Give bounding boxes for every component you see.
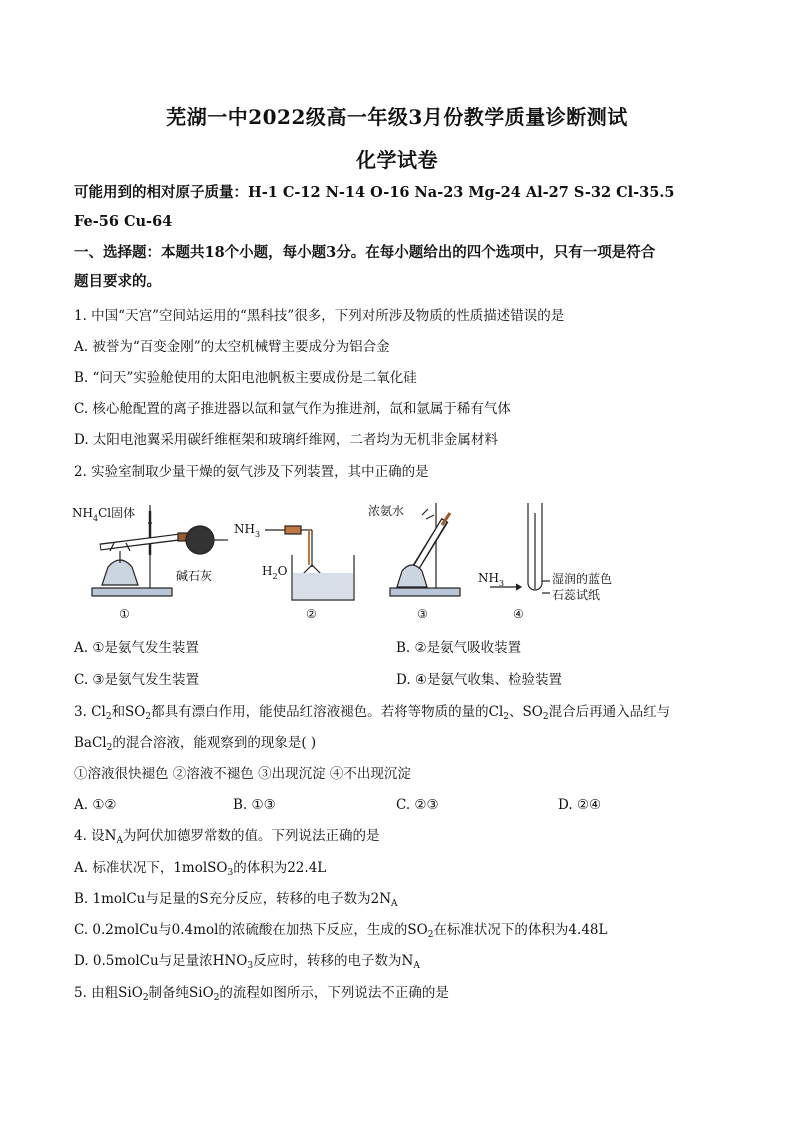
question-2-option-c: C. ③是氨气发生装置 [74,672,200,688]
question-1-option-b: B. “问天”实验舱使用的太阳电池帆板主要成份是二氧化硅 [74,370,417,386]
question-1-option-a: A. 被誉为“百变金刚”的太空机械臂主要成分为铝合金 [74,339,390,355]
fig-number-3: ③ [417,607,428,621]
fig-label-water: $H_2O$ [262,564,288,581]
question-1-stem: 1. 中国“天宫”空间站运用的“黑科技”很多，下列对所涉及物质的性质描述错误的是 [74,308,565,324]
fig-label-litmus-line1: 湿润的蓝色 [552,572,613,586]
section-heading-line2: 题目要求的。 [74,273,161,290]
fig-label-nh3-4: $NH_3$ [478,571,505,588]
question-3-stem-line2: BaCl$_2$的混合溶液，能观察到的现象是( ) [74,735,317,753]
fig-label-litmus-line2: 石蕊试纸 [552,588,601,602]
page-subtitle: 化学试卷 [356,148,438,172]
section-heading-line1: 一、选择题：本题共18个小题，每小题3分。在每小题给出的四个选项中，只有一项是符合 [74,244,656,261]
page-title: 芜湖一中2022级高一年级3月份教学质量诊断测试 [166,105,628,129]
fig-label-nh3-2: $NH_3$ [234,522,261,539]
question-3-choices: ①溶液很快褪色 ②溶液不褪色 ③出现沉淀 ④不出现沉淀 [74,766,411,782]
fig-number-4: ④ [513,607,524,621]
question-1-option-c: C. 核心舱配置的离子推进器以氙和氩气作为推进剂，氙和氩属于稀有气体 [74,401,511,417]
question-4-option-d: D. 0.5molCu与足量浓$HNO_3$反应时，转移的电子数为$N_A$ [74,953,420,971]
question-1-option-d: D. 太阳电池翼采用碳纤维框架和玻璃纤维网，二者均为无机非金属材料 [74,432,498,448]
fig-label-nh4cl: $NH_4Cl$固体 [72,506,136,523]
question-4-option-b: B. 1molCu与足量的S充分反应，转移的电子数为$2N_A$ [74,891,398,909]
fig-number-1: ① [119,607,130,621]
atomic-masses-line1: 可能用到的相对原子质量：H-1 C-12 N-14 O-16 Na-23 Mg-24 Al-27 S-32 Cl-35.5 [74,184,675,201]
question-2-option-b: B. ②是氨气吸收装置 [396,640,522,656]
question-3-stem-line1: 3. $Cl_2$和$SO_2$都具有漂白作用，能使品红溶液褪色。若将等物质的量的$Cl_2$、$SO_2$混合后再通入品红与 [74,704,671,722]
question-3-option-b: B. ①③ [233,797,276,813]
apparatus-2-diagram [265,526,354,600]
atomic-masses-line2: Fe-56 Cu-64 [74,213,173,230]
fig-number-2: ② [306,607,317,621]
question-4-option-c: C. 0.2molCu与0.4mol的浓硫酸在加热下反应，生成的$SO_2$在标准状况下的体积为4.48L [74,922,608,940]
fig-label-soda-lime: 碱石灰 [176,569,213,583]
question-5-stem: 5. 由粗SiO$_2$制备纯SiO$_2$的流程如图所示，下列说法不正确的是 [74,985,449,1003]
question-3-option-a: A. ①② [74,797,117,813]
question-4-stem: 4. 设$N_A$为阿伏加德罗常数的值。下列说法正确的是 [74,828,380,846]
question-3-option-d: D. ②④ [558,797,602,813]
question-4-option-a: A. 标准状况下，1molSO$_3$的体积为22.4L [74,860,327,878]
question-2-option-a: A. ①是氨气发生装置 [74,640,199,656]
apparatus-figure [70,495,660,625]
question-2-stem: 2. 实验室制取少量干燥的氨气涉及下列装置，其中正确的是 [74,464,429,480]
question-2-option-d: D. ④是氨气收集、检验装置 [396,672,563,688]
question-3-option-c: C. ②③ [396,797,439,813]
fig-label-ammonia-water: 浓氨水 [368,504,405,518]
